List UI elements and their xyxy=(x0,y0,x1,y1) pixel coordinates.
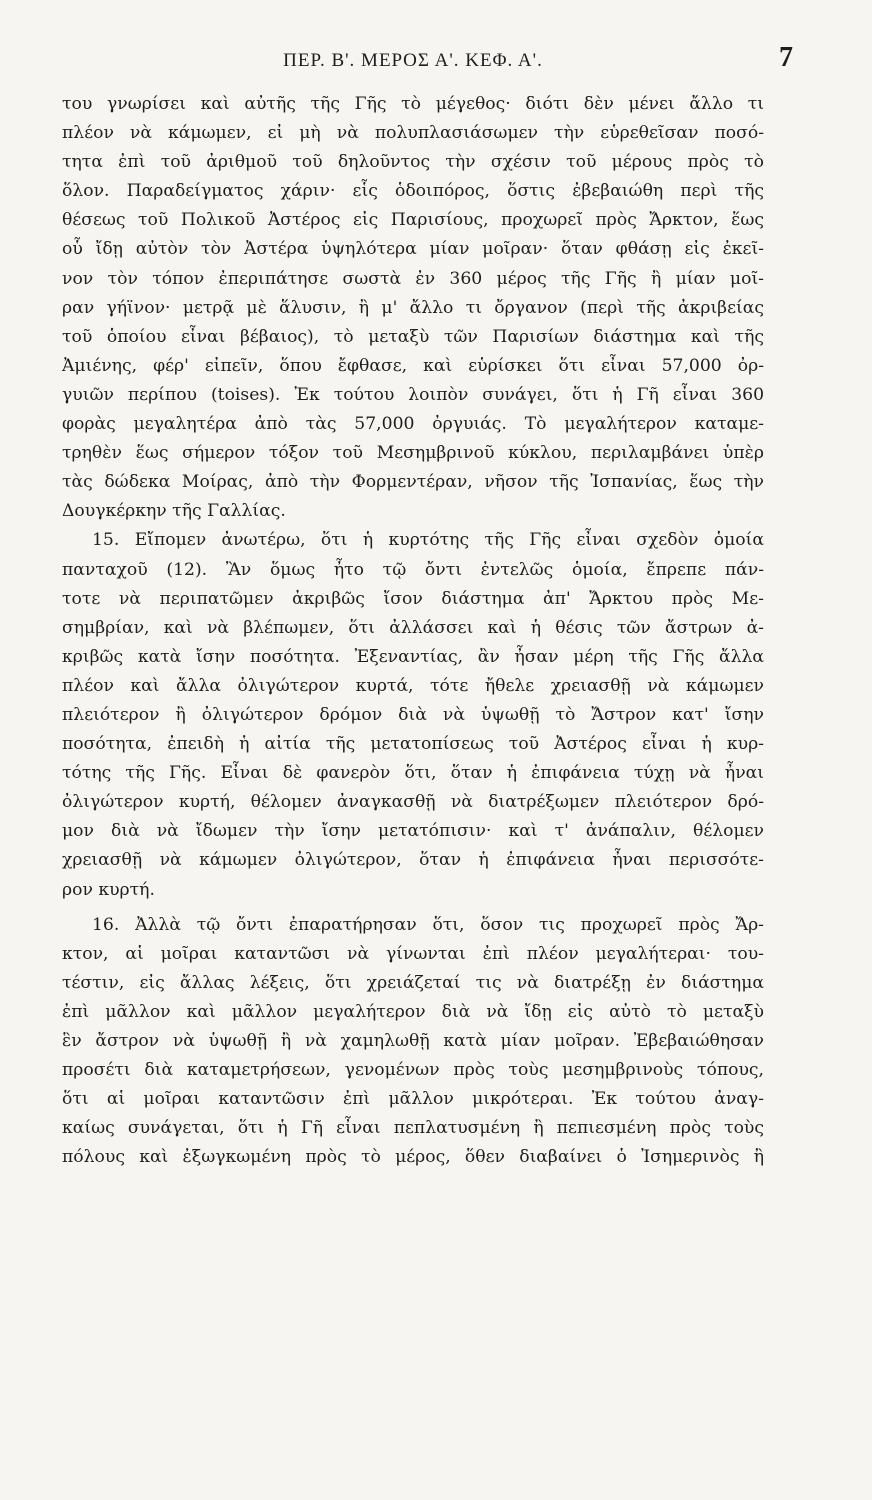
text-line: του γνωρίσει καὶ αὐτῆς τῆς Γῆς τὸ μέγεθος· διότι δὲν μένει ἄλλο τι xyxy=(62,94,764,114)
text-line: σημβρίαν, καὶ νὰ βλέπωμεν, ὅτι ἀλλάσσει καὶ ἡ θέσις τῶν ἄστρων ἀ- xyxy=(62,617,764,638)
body-text xyxy=(62,90,764,1172)
text-line: οὗ ἴδῃ αὐτὸν τὸν Ἀστέρα ὑψηλότερα μίαν μοῖραν· ὅταν φθάσῃ εἰς ἐκεῖ- xyxy=(62,239,764,260)
text-line: πλέον νὰ κάμωμεν, εἰ μὴ νὰ πολυπλασιάσωμεν τὴν εὑρεθεῖσαν ποσό- xyxy=(62,123,764,144)
text-line: πόλους καὶ ἐξωγκωμένη πρὸς τὸ μέρος, ὅθεν διαβαίνει ὁ Ἰσημερινὸς ἢ xyxy=(62,1147,764,1168)
text-line: ἓν ἄστρον νὰ ὑψωθῇ ἢ νὰ χαμηλωθῇ κατὰ μίαν μοῖραν. Ἐβεβαιώθησαν xyxy=(62,1031,764,1051)
text-line: κτον, αἱ μοῖραι καταντῶσι νὰ γίνωνται ἐπὶ πλέον μεγαλήτεραι· του- xyxy=(62,943,764,964)
text-line: νον τὸν τόπον ἐπεριπάτησε σωστὰ ἐν 360 μέρος τῆς Γῆς ἢ μίαν μοῖ- xyxy=(62,268,764,289)
text-line: ὅτι αἱ μοῖραι καταντῶσιν ἐπὶ μᾶλλον μικρότεραι. Ἐκ τούτου ἀναγ- xyxy=(62,1089,764,1110)
text-line: κριβῶς κατὰ ἴσην ποσότητα. Ἐξεναντίας, ἂν ἦσαν μέρη τῆς Γῆς ἄλλα xyxy=(62,646,764,667)
text-line: τοτε νὰ περιπατῶμεν ἀκριβῶς ἴσον διάστημα ἀπ' Ἄρκτου πρὸς Με- xyxy=(62,588,764,609)
paragraph-14-continued xyxy=(62,90,764,526)
text-line: θέσεως τοῦ Πολικοῦ Ἀστέρος εἰς Παρισίους, προχωρεῖ πρὸς Ἄρκτον, ἕως xyxy=(62,210,764,231)
text-line: ὅλον. Παραδείγματος χάριν· εἷς ὁδοιπόρος, ὅστις ἐβεβαιώθη περὶ τῆς xyxy=(62,181,764,202)
text-line: τέστιν, εἰς ἄλλας λέξεις, ὅτι χρειάζεταί τις νὰ διατρέξῃ ἐν διάστημα xyxy=(62,972,764,993)
page-number: 7 xyxy=(779,42,794,73)
text-line: τητα ἐπὶ τοῦ ἀριθμοῦ τοῦ δηλοῦντος τὴν σχέσιν τοῦ μέρους πρὸς τὸ xyxy=(62,152,764,173)
text-line: 15. Εἴπομεν ἀνωτέρω, ὅτι ἡ κυρτότης τῆς Γῆς εἶναι σχεδὸν ὁμοία xyxy=(92,530,764,551)
text-line: Δουγκέρκην τῆς Γαλλίας. xyxy=(62,501,286,522)
text-line: Ἀμιένης, φέρ' εἰπεῖν, ὅπου ἔφθασε, καὶ εὑρίσκει ὅτι εἶναι 57,000 ὀρ- xyxy=(62,355,764,376)
running-title: ΠΕΡ. Β'. ΜΕΡΟΣ Α'. ΚΕΦ. Α'. xyxy=(283,50,543,71)
text-line: 16. Ἀλλὰ τῷ ὄντι ἐπαρατήρησαν ὅτι, ὅσον τις προχωρεῖ πρὸς Ἄρ- xyxy=(92,914,764,935)
text-line: ὀλιγώτερον κυρτή, θέλομεν ἀναγκασθῇ νὰ διατρέξωμεν πλειότερον δρό- xyxy=(62,792,764,813)
text-line: φορὰς μεγαλητέρα ἀπὸ τὰς 57,000 ὀργυιάς. Τὸ μεγαλήτερον καταμε- xyxy=(62,414,764,435)
text-line: ποσότητα, ἐπειδὴ ἡ αἰτία τῆς μετατοπίσεως τοῦ Ἀστέρος εἶναι ἡ κυρ- xyxy=(62,734,764,755)
paragraph-15 xyxy=(62,526,764,904)
text-line: προσέτι διὰ καταμετρήσεων, γενομένων πρὸς τοὺς μεσημβρινοὺς τόπους, xyxy=(62,1060,764,1081)
text-line: χρειασθῇ νὰ κάμωμεν ὀλιγώτερον, ὅταν ἡ ἐπιφάνεια ἦναι περισσότε- xyxy=(62,850,764,871)
text-line: ραν γήϊνον· μετρᾷ μὲ ἅλυσιν, ἢ μ' ἄλλο τι ὄργανον (περὶ τῆς ἀκριβείας xyxy=(62,297,764,318)
page-header xyxy=(62,38,794,78)
text-line: τότης τῆς Γῆς. Εἶναι δὲ φανερὸν ὅτι, ὅταν ἡ ἐπιφάνεια τύχῃ νὰ ἦναι xyxy=(62,763,764,784)
text-line: ρον κυρτή. xyxy=(62,879,155,900)
text-line: τοῦ ὁποίου εἶναι βέβαιος), τὸ μεταξὺ τῶν Παρισίων διάστημα καὶ τῆς xyxy=(62,326,764,347)
text-line: πανταχοῦ (12). Ἂν ὅμως ἦτο τῷ ὄντι ἐντελῶς ὁμοία, ἔπρεπε πάν- xyxy=(62,559,764,580)
text-line: τὰς δώδεκα Μοίρας, ἀπὸ τὴν Φορμεντέραν, νῆσον τῆς Ἰσπανίας, ἕως τὴν xyxy=(62,472,764,493)
paragraph-16 xyxy=(62,911,764,1173)
text-line: τρηθὲν ἕως σήμερον τόξον τοῦ Μεσημβρινοῦ κύκλου, περιλαμβάνει ὑπὲρ xyxy=(62,443,764,464)
text-line: γυιῶν περίπου (toises). Ἐκ τούτου λοιπὸν συνάγει, ὅτι ἡ Γῆ εἶναι 360 xyxy=(62,384,764,405)
text-line: μον διὰ νὰ ἴδωμεν τὴν ἴσην μετατόπισιν· καὶ τ' ἀνάπαλιν, θέλομεν xyxy=(62,821,764,842)
text-line: καίως συνάγεται, ὅτι ἡ Γῆ εἶναι πεπλατυσμένη ἢ πεπιεσμένη πρὸς τοὺς xyxy=(62,1118,764,1139)
text-line: πλειότερον ἢ ὀλιγώτερον δρόμον διὰ νὰ ὑψωθῇ τὸ Ἄστρον κατ' ἴσην xyxy=(62,704,764,725)
text-line: ἐπὶ μᾶλλον καὶ μᾶλλον μεγαλήτερον διὰ νὰ ἴδῃ εἰς αὐτὸ τὸ μεταξὺ xyxy=(62,1001,764,1022)
text-line: πλέον καὶ ἄλλα ὀλιγώτερον κυρτά, τότε ἤθελε χρειασθῇ νὰ κάμωμεν xyxy=(62,675,764,696)
